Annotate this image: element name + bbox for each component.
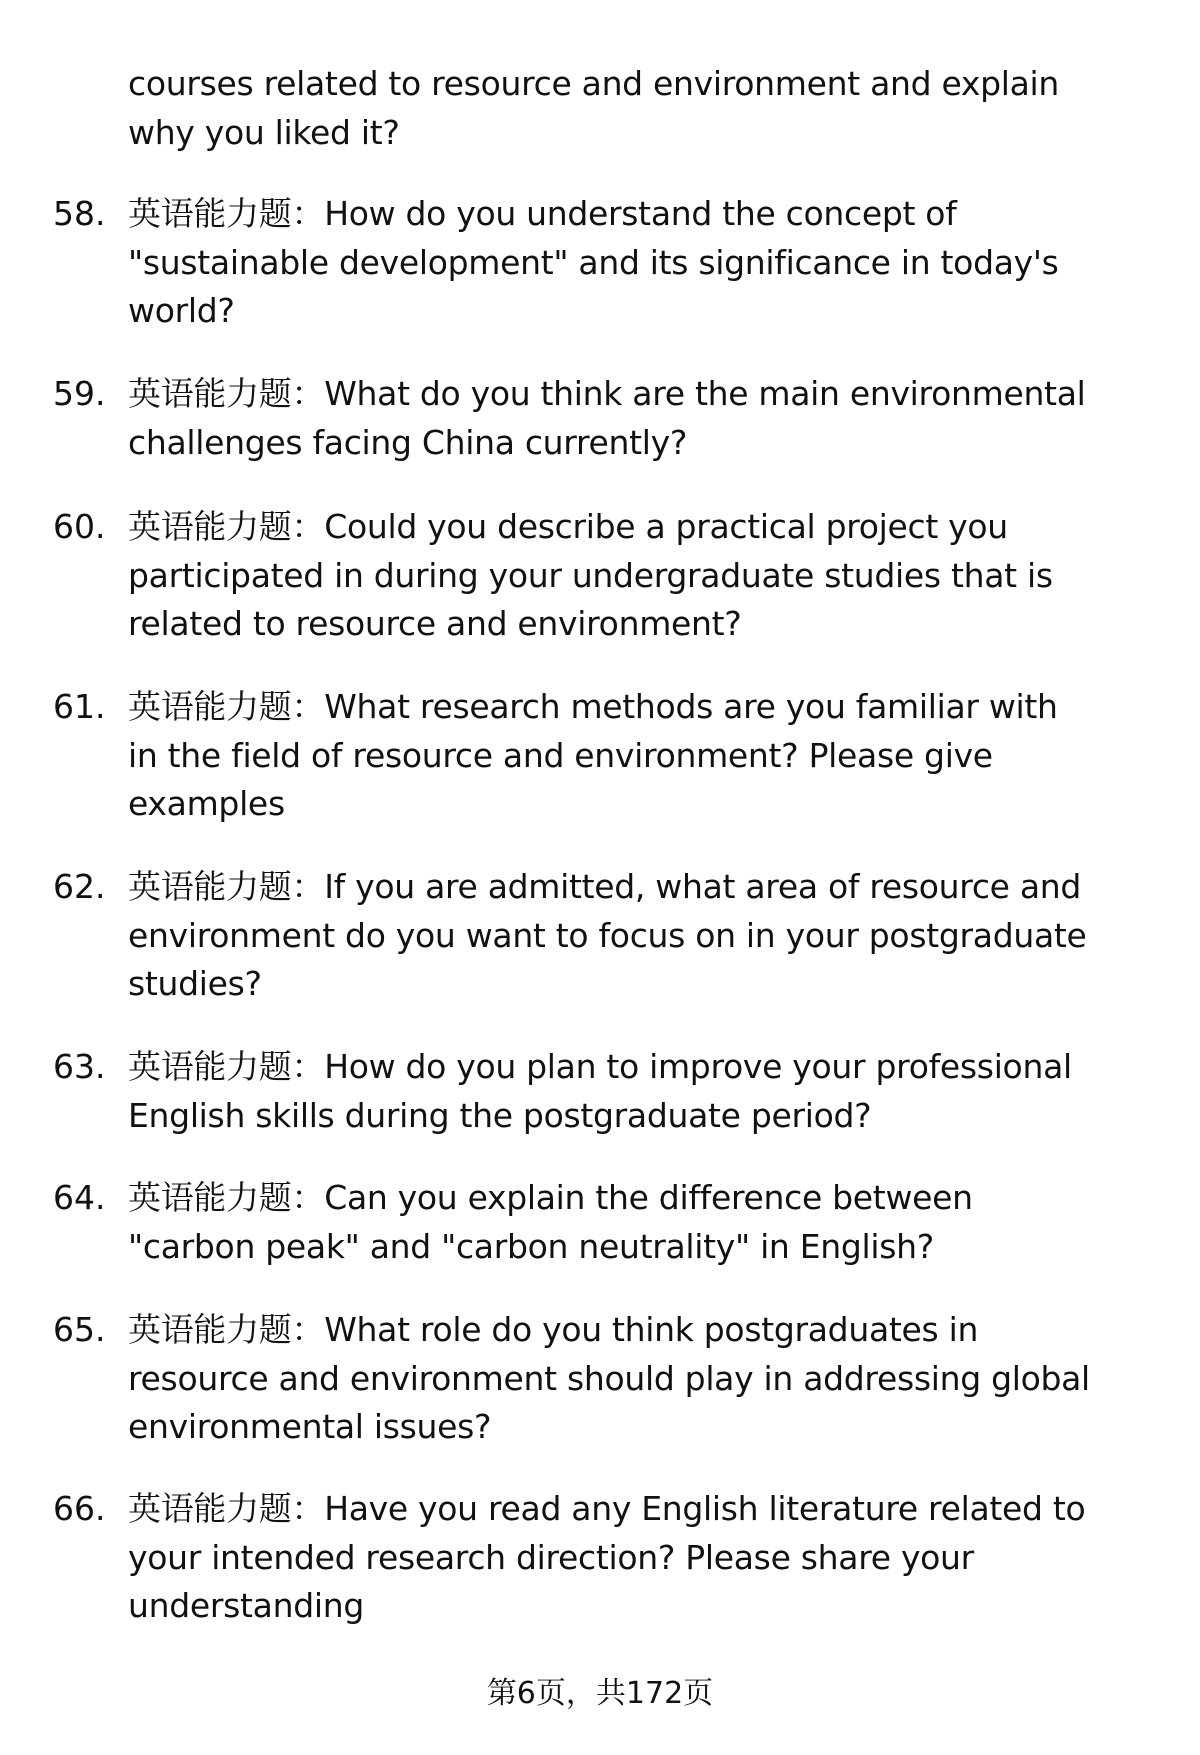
question-number: 63. [53,1047,106,1086]
question-text-line: understanding [128,1586,364,1626]
question-number: 66. [53,1489,106,1528]
question-number: 61. [53,687,106,726]
page-number: 第6页，共172页 [486,1676,714,1711]
question-text-line: courses related to resource and environment and explain [128,64,1060,103]
question-text-line: participated in during your undergraduate studies that is [128,555,1053,595]
question-text-line: resource and environment should play in addressing global [128,1358,1090,1398]
question-text-line: world? [128,291,235,331]
question-text-line: "sustainable development" and its significance in today's [128,242,1059,282]
question-number: 58. [53,194,106,233]
question-text-line: 英语能力题：If you are admitted, what area of resource and [128,867,1082,906]
question-text-line: in the field of resource and environment? Please give [128,735,993,775]
question-text-line: 英语能力题：Have you read any English literature related to [128,1489,1086,1528]
question-text-line: 英语能力题：What role do you think postgraduates in [128,1310,979,1349]
question-number: 64. [53,1178,106,1217]
question-number: 60. [53,507,106,546]
question-text-line: environmental issues? [128,1407,492,1447]
question-text-line: your intended research direction? Please share your [128,1537,974,1577]
question-text-line: 英语能力题：What research methods are you familiar with [128,687,1058,726]
question-number: 65. [53,1310,106,1349]
question-text-line: examples [128,784,285,824]
question-text-line: "carbon peak" and "carbon neutrality" in English? [128,1226,935,1266]
question-number: 62. [53,867,106,906]
question-text-line: 英语能力题：Can you explain the difference between [128,1178,973,1217]
question-text-line: 英语能力题：How do you plan to improve your professional [128,1047,1072,1086]
question-text-line: 英语能力题：How do you understand the concept of [128,194,957,233]
question-text-line: challenges facing China currently? [128,422,688,462]
question-text-line: studies? [128,964,262,1004]
question-text-line: 英语能力题：What do you think are the main environmental [128,374,1086,413]
question-text-line: related to resource and environment? [128,604,742,644]
question-text-line: environment do you want to focus on in your postgraduate [128,915,1087,955]
question-number: 59. [53,374,106,413]
question-text-line: why you liked it? [128,112,400,152]
question-text-line: English skills during the postgraduate period? [128,1095,872,1135]
question-text-line: 英语能力题：Could you describe a practical project you [128,507,1008,546]
